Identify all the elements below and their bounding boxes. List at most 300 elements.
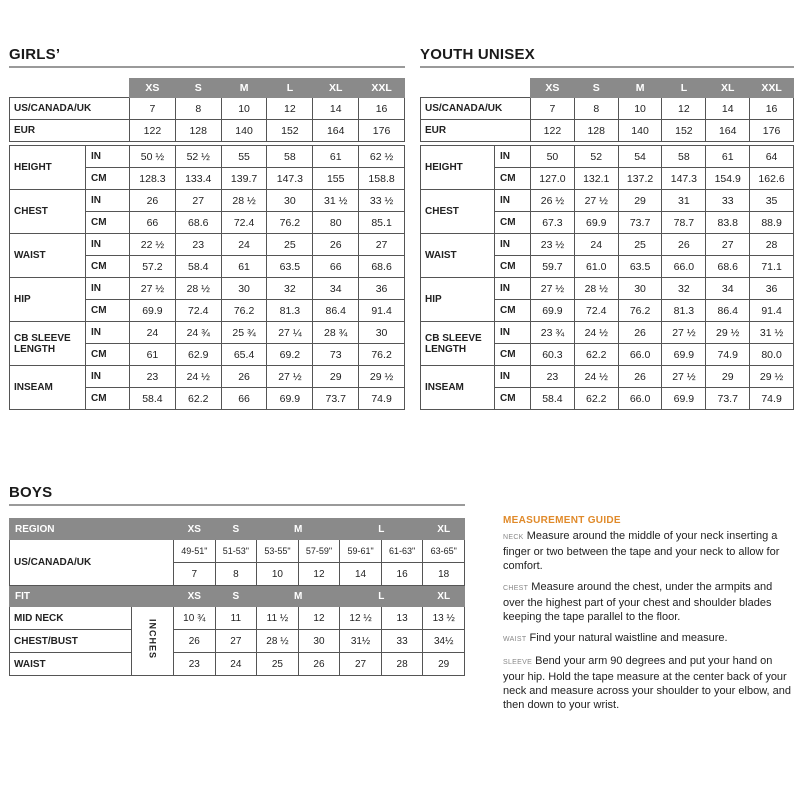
- unit-label: IN: [495, 190, 531, 212]
- measure-cell: 26: [618, 322, 662, 344]
- measure-cell: 162.6: [750, 168, 794, 190]
- region-header: REGION: [10, 519, 174, 540]
- region-cell: 8: [574, 98, 618, 120]
- measure-cell: 55: [221, 146, 267, 168]
- guide-text: Measure around the chest, under the armpits and over the highest part of your chest and shoulder blades keeping the tape parallel to the floor.: [503, 581, 773, 623]
- guide-text: Bend your arm 90 degrees and put your hand on your hip. Hold the tape measure at the center back of your neck and measure across your shoulder to your elbow, and then down to your wrist.: [503, 655, 791, 711]
- measure-cell: 158.8: [359, 168, 405, 190]
- boys-fit-size-xl: XL: [423, 586, 465, 607]
- fit-cell: 24: [215, 653, 257, 676]
- measure-cell: 63.5: [618, 256, 662, 278]
- region-cell: 16: [359, 98, 405, 120]
- region-cell: 176: [750, 120, 794, 142]
- measure-cell: 72.4: [221, 212, 267, 234]
- measure-cell: 61: [130, 344, 176, 366]
- header-blank: [10, 79, 130, 98]
- measure-row: [421, 234, 794, 256]
- youth-title-rule: [420, 66, 794, 68]
- measure-cell: 23: [175, 234, 221, 256]
- measure-cell: 68.6: [706, 256, 750, 278]
- measure-cell: 32: [267, 278, 313, 300]
- measure-cell: 58.4: [130, 388, 176, 410]
- guide-text: Find your natural waistline and measure.: [529, 632, 728, 644]
- measure-cell: 154.9: [706, 168, 750, 190]
- boys-title: BOYS: [9, 484, 53, 501]
- boys-fit-size-xs: XS: [174, 586, 216, 607]
- region-cell: 8: [175, 98, 221, 120]
- boys-fit-size-s: S: [215, 586, 257, 607]
- region-size-cell: 8: [215, 563, 257, 586]
- measure-cell: 67.3: [531, 212, 575, 234]
- boys-fit-header-row: [10, 586, 465, 607]
- measure-cell: 76.2: [618, 300, 662, 322]
- measure-cell: 34: [313, 278, 359, 300]
- region-size-cell: 18: [423, 563, 465, 586]
- measure-cell: 58.4: [531, 388, 575, 410]
- fit-cell: 28: [381, 653, 423, 676]
- measure-cell: 66.0: [618, 344, 662, 366]
- measure-cell: 29: [618, 190, 662, 212]
- measure-label: CHEST: [421, 190, 495, 234]
- measure-cell: 29: [706, 366, 750, 388]
- measure-cell: 61: [221, 256, 267, 278]
- fit-cell: 23: [174, 653, 216, 676]
- unit-label: IN: [495, 366, 531, 388]
- fit-cell: 10 ¾: [174, 607, 216, 630]
- measure-cell: 86.4: [706, 300, 750, 322]
- region-cell: 164: [706, 120, 750, 142]
- measure-cell: 88.9: [750, 212, 794, 234]
- region-size-cell: 10: [257, 563, 299, 586]
- boys-range-row: [10, 540, 465, 563]
- measure-cell: 52: [574, 146, 618, 168]
- measure-cell: 61: [313, 146, 359, 168]
- fit-cell: 11: [215, 607, 257, 630]
- unit-label: CM: [495, 388, 531, 410]
- measure-cell: 64: [750, 146, 794, 168]
- region-cell: 128: [175, 120, 221, 142]
- unit-label: IN: [86, 234, 130, 256]
- measure-cell: 147.3: [267, 168, 313, 190]
- measure-cell: 27: [706, 234, 750, 256]
- measure-cell: 57.2: [130, 256, 176, 278]
- measure-cell: 72.4: [574, 300, 618, 322]
- measure-cell: 23: [130, 366, 176, 388]
- fit-header: FIT: [10, 586, 174, 607]
- measure-cell: 60.3: [531, 344, 575, 366]
- fit-cell: 13 ½: [423, 607, 465, 630]
- measure-label: INSEAM: [10, 366, 86, 410]
- measure-cell: 30: [221, 278, 267, 300]
- measure-label: HIP: [10, 278, 86, 322]
- measure-cell: 29: [313, 366, 359, 388]
- header-blank: [421, 79, 531, 98]
- size-header-row: [421, 79, 794, 98]
- measure-cell: 23 ½: [531, 234, 575, 256]
- measure-cell: 33: [706, 190, 750, 212]
- measure-cell: 58: [267, 146, 313, 168]
- measure-cell: 74.9: [706, 344, 750, 366]
- boys-fit-row-chest: [10, 630, 465, 653]
- measure-cell: 66: [221, 388, 267, 410]
- measure-cell: 133.4: [175, 168, 221, 190]
- measure-cell: 26: [221, 366, 267, 388]
- size-header-cell: S: [175, 79, 221, 98]
- measure-cell: 26 ½: [531, 190, 575, 212]
- boys-size-xs: XS: [174, 519, 216, 540]
- measure-cell: 22 ½: [130, 234, 176, 256]
- region-cell: 12: [662, 98, 706, 120]
- measure-cell: 32: [662, 278, 706, 300]
- size-header-cell: L: [662, 79, 706, 98]
- measure-cell: 127.0: [531, 168, 575, 190]
- fit-cell: 27: [215, 630, 257, 653]
- measure-cell: 27: [175, 190, 221, 212]
- unit-label: CM: [86, 212, 130, 234]
- fit-cell: 12 ½: [340, 607, 382, 630]
- measure-cell: 54: [618, 146, 662, 168]
- size-header-cell: M: [221, 79, 267, 98]
- unit-label: IN: [86, 146, 130, 168]
- guide-tag: NECK: [503, 534, 524, 541]
- measure-cell: 26: [313, 234, 359, 256]
- boys-size-xl: XL: [423, 519, 465, 540]
- guide-text: Measure around the middle of your neck inserting a finger or two between the tape and your neck to allow for comfort.: [503, 530, 780, 572]
- fit-cell: 33: [381, 630, 423, 653]
- measure-cell: 27 ½: [662, 322, 706, 344]
- measurement-guide: [503, 514, 793, 719]
- measure-cell: 26: [130, 190, 176, 212]
- measure-cell: 28: [750, 234, 794, 256]
- region-row: [421, 98, 794, 120]
- measure-cell: 24 ¾: [175, 322, 221, 344]
- boys-size-m: M: [257, 519, 340, 540]
- region-cell: 10: [221, 98, 267, 120]
- measure-cell: 28 ¾: [313, 322, 359, 344]
- measure-cell: 23: [531, 366, 575, 388]
- measure-cell: 27 ½: [662, 366, 706, 388]
- measure-cell: 28 ½: [574, 278, 618, 300]
- measure-cell: 76.2: [359, 344, 405, 366]
- measure-cell: 73.7: [313, 388, 359, 410]
- range-cell: 59-61": [340, 540, 382, 563]
- region-row: [421, 120, 794, 142]
- measure-label: INSEAM: [421, 366, 495, 410]
- measure-cell: 62.2: [175, 388, 221, 410]
- guide-item-sleeve: [503, 654, 793, 712]
- fit-cell: 26: [174, 630, 216, 653]
- unit-label: IN: [86, 322, 130, 344]
- region-row: [10, 98, 405, 120]
- measure-cell: 30: [267, 190, 313, 212]
- region-cell: 12: [267, 98, 313, 120]
- region-cell: 164: [313, 120, 359, 142]
- measure-cell: 36: [750, 278, 794, 300]
- boys-fit-size-l: L: [340, 586, 423, 607]
- measure-cell: 74.9: [750, 388, 794, 410]
- range-cell: 49-51": [174, 540, 216, 563]
- youth-size-table: [420, 78, 794, 410]
- measure-cell: 30: [359, 322, 405, 344]
- size-header-cell: XS: [531, 79, 575, 98]
- measure-cell: 91.4: [359, 300, 405, 322]
- measure-cell: 26: [618, 366, 662, 388]
- measure-cell: 27 ½: [130, 278, 176, 300]
- measure-cell: 34: [706, 278, 750, 300]
- unit-label: IN: [495, 278, 531, 300]
- region-size-cell: 16: [381, 563, 423, 586]
- size-header-cell: L: [267, 79, 313, 98]
- boys-fit-row-waist: [10, 653, 465, 676]
- unit-label: CM: [86, 344, 130, 366]
- unit-label: CM: [495, 212, 531, 234]
- size-header-cell: S: [574, 79, 618, 98]
- measure-cell: 71.1: [750, 256, 794, 278]
- size-header-cell: XL: [706, 79, 750, 98]
- inches-unit-cell: [132, 607, 174, 676]
- unit-label: IN: [495, 322, 531, 344]
- measure-label: CB SLEEVE LENGTH: [10, 322, 86, 366]
- unit-label: IN: [495, 146, 531, 168]
- measure-cell: 85.1: [359, 212, 405, 234]
- measure-row: [421, 190, 794, 212]
- unit-label: IN: [86, 190, 130, 212]
- measure-cell: 80: [313, 212, 359, 234]
- unit-label: IN: [495, 234, 531, 256]
- measure-cell: 86.4: [313, 300, 359, 322]
- measure-row: [421, 146, 794, 168]
- measure-cell: 27 ½: [531, 278, 575, 300]
- measure-cell: 73.7: [706, 388, 750, 410]
- fit-cell: 25: [257, 653, 299, 676]
- boys-size-table: [9, 518, 465, 676]
- measure-cell: 155: [313, 168, 359, 190]
- measure-cell: 35: [750, 190, 794, 212]
- region-cell: 7: [130, 98, 176, 120]
- size-header-row: [10, 79, 405, 98]
- measure-cell: 62 ½: [359, 146, 405, 168]
- measure-cell: 28 ½: [175, 278, 221, 300]
- measure-cell: 29 ½: [750, 366, 794, 388]
- measure-label: WAIST: [10, 234, 86, 278]
- measure-cell: 69.9: [662, 388, 706, 410]
- measure-row: [10, 366, 405, 388]
- measure-label: HEIGHT: [421, 146, 495, 190]
- measure-cell: 81.3: [662, 300, 706, 322]
- unit-label: CM: [495, 256, 531, 278]
- measure-cell: 24 ½: [574, 366, 618, 388]
- measure-cell: 50 ½: [130, 146, 176, 168]
- size-header-cell: M: [618, 79, 662, 98]
- measure-cell: 29 ½: [359, 366, 405, 388]
- fit-cell: 13: [381, 607, 423, 630]
- guide-tag: WAIST: [503, 636, 527, 643]
- boys-region-header-row: [10, 519, 465, 540]
- fit-row-label: MID NECK: [10, 607, 132, 630]
- measure-label: CB SLEEVE LENGTH: [421, 322, 495, 366]
- measure-cell: 59.7: [531, 256, 575, 278]
- measure-cell: 65.4: [221, 344, 267, 366]
- boys-title-rule: [9, 504, 465, 506]
- measure-cell: 58.4: [175, 256, 221, 278]
- measure-cell: 52 ½: [175, 146, 221, 168]
- measure-label: HEIGHT: [10, 146, 86, 190]
- measure-cell: 62.2: [574, 388, 618, 410]
- boys-region-label: US/CANADA/UK: [10, 540, 174, 586]
- fit-row-label: WAIST: [10, 653, 132, 676]
- measure-cell: 25 ¾: [221, 322, 267, 344]
- guide-item-neck: [503, 529, 793, 573]
- measure-cell: 24 ½: [175, 366, 221, 388]
- guide-tag: SLEEVE: [503, 659, 533, 666]
- measure-cell: 24: [130, 322, 176, 344]
- measure-cell: 24 ½: [574, 322, 618, 344]
- measure-cell: 66.0: [618, 388, 662, 410]
- measure-cell: 27 ¼: [267, 322, 313, 344]
- measure-cell: 66: [313, 256, 359, 278]
- fit-cell: 26: [298, 653, 340, 676]
- measure-cell: 69.2: [267, 344, 313, 366]
- range-cell: 51-53": [215, 540, 257, 563]
- measure-cell: 76.2: [221, 300, 267, 322]
- guide-item-chest: [503, 580, 793, 624]
- boys-fit-size-m: M: [257, 586, 340, 607]
- measure-row: [10, 234, 405, 256]
- unit-label: CM: [86, 300, 130, 322]
- measure-cell: 28 ½: [221, 190, 267, 212]
- measure-cell: 69.9: [574, 212, 618, 234]
- guide-title: MEASUREMENT GUIDE: [503, 515, 621, 526]
- measure-cell: 80.0: [750, 344, 794, 366]
- measure-cell: 58: [662, 146, 706, 168]
- measure-cell: 25: [618, 234, 662, 256]
- measure-row: [421, 278, 794, 300]
- measure-row: [421, 322, 794, 344]
- boys-fit-row-mid-neck: [10, 607, 465, 630]
- measure-cell: 91.4: [750, 300, 794, 322]
- measure-cell: 137.2: [618, 168, 662, 190]
- region-label: US/CANADA/UK: [10, 98, 130, 120]
- measure-cell: 81.3: [267, 300, 313, 322]
- measure-cell: 69.9: [130, 300, 176, 322]
- region-size-cell: 7: [174, 563, 216, 586]
- measure-cell: 25: [267, 234, 313, 256]
- region-cell: 152: [662, 120, 706, 142]
- measure-cell: 50: [531, 146, 575, 168]
- size-header-cell: XXL: [359, 79, 405, 98]
- fit-cell: 12: [298, 607, 340, 630]
- unit-label: CM: [495, 300, 531, 322]
- measure-cell: 31 ½: [313, 190, 359, 212]
- boys-size-s: S: [215, 519, 257, 540]
- range-cell: 57-59": [298, 540, 340, 563]
- measure-cell: 24: [221, 234, 267, 256]
- measure-cell: 62.9: [175, 344, 221, 366]
- region-cell: 122: [531, 120, 575, 142]
- measure-cell: 69.9: [531, 300, 575, 322]
- fit-cell: 11 ½: [257, 607, 299, 630]
- range-cell: 61-63": [381, 540, 423, 563]
- region-label: US/CANADA/UK: [421, 98, 531, 120]
- fit-cell: 29: [423, 653, 465, 676]
- measure-cell: 83.8: [706, 212, 750, 234]
- measure-row: [421, 366, 794, 388]
- measure-cell: 132.1: [574, 168, 618, 190]
- region-cell: 140: [618, 120, 662, 142]
- measure-cell: 74.9: [359, 388, 405, 410]
- region-cell: 122: [130, 120, 176, 142]
- measure-cell: 73: [313, 344, 359, 366]
- size-header-cell: XL: [313, 79, 359, 98]
- measure-cell: 66.0: [662, 256, 706, 278]
- guide-tag: CHEST: [503, 585, 529, 592]
- measure-cell: 23 ¾: [531, 322, 575, 344]
- guide-item-waist: [503, 631, 793, 647]
- fit-cell: 31½: [340, 630, 382, 653]
- measure-label: CHEST: [10, 190, 86, 234]
- unit-label: CM: [86, 256, 130, 278]
- girls-size-table: [9, 78, 405, 410]
- region-cell: 7: [531, 98, 575, 120]
- fit-cell: 28 ½: [257, 630, 299, 653]
- measure-row: [10, 278, 405, 300]
- unit-label: CM: [86, 388, 130, 410]
- measure-row: [10, 146, 405, 168]
- region-cell: 140: [221, 120, 267, 142]
- region-cell: 176: [359, 120, 405, 142]
- girls-title: GIRLS’: [9, 46, 61, 63]
- size-header-cell: XXL: [750, 79, 794, 98]
- measure-cell: 31: [662, 190, 706, 212]
- fit-cell: 30: [298, 630, 340, 653]
- measure-cell: 128.3: [130, 168, 176, 190]
- fit-cell: 27: [340, 653, 382, 676]
- measure-cell: 76.2: [267, 212, 313, 234]
- measure-cell: 26: [662, 234, 706, 256]
- measure-cell: 73.7: [618, 212, 662, 234]
- measure-cell: 78.7: [662, 212, 706, 234]
- measure-cell: 69.9: [267, 388, 313, 410]
- region-cell: 152: [267, 120, 313, 142]
- boys-size-l: L: [340, 519, 423, 540]
- girls-title-rule: [9, 66, 405, 68]
- fit-cell: 34½: [423, 630, 465, 653]
- region-cell: 16: [750, 98, 794, 120]
- region-cell: 128: [574, 120, 618, 142]
- measure-cell: 29 ½: [706, 322, 750, 344]
- measure-label: WAIST: [421, 234, 495, 278]
- unit-label: IN: [86, 278, 130, 300]
- measure-cell: 27 ½: [267, 366, 313, 388]
- measure-cell: 62.2: [574, 344, 618, 366]
- inches-label: INCHES: [147, 619, 158, 660]
- measure-cell: 27 ½: [574, 190, 618, 212]
- measure-cell: 63.5: [267, 256, 313, 278]
- range-cell: 63-65": [423, 540, 465, 563]
- measure-cell: 36: [359, 278, 405, 300]
- region-cell: 10: [618, 98, 662, 120]
- measure-cell: 147.3: [662, 168, 706, 190]
- unit-label: CM: [495, 344, 531, 366]
- region-size-cell: 12: [298, 563, 340, 586]
- fit-row-label: CHEST/BUST: [10, 630, 132, 653]
- region-label: EUR: [421, 120, 531, 142]
- measure-cell: 69.9: [662, 344, 706, 366]
- measure-cell: 24: [574, 234, 618, 256]
- unit-label: CM: [495, 168, 531, 190]
- region-row: [10, 120, 405, 142]
- measure-cell: 66: [130, 212, 176, 234]
